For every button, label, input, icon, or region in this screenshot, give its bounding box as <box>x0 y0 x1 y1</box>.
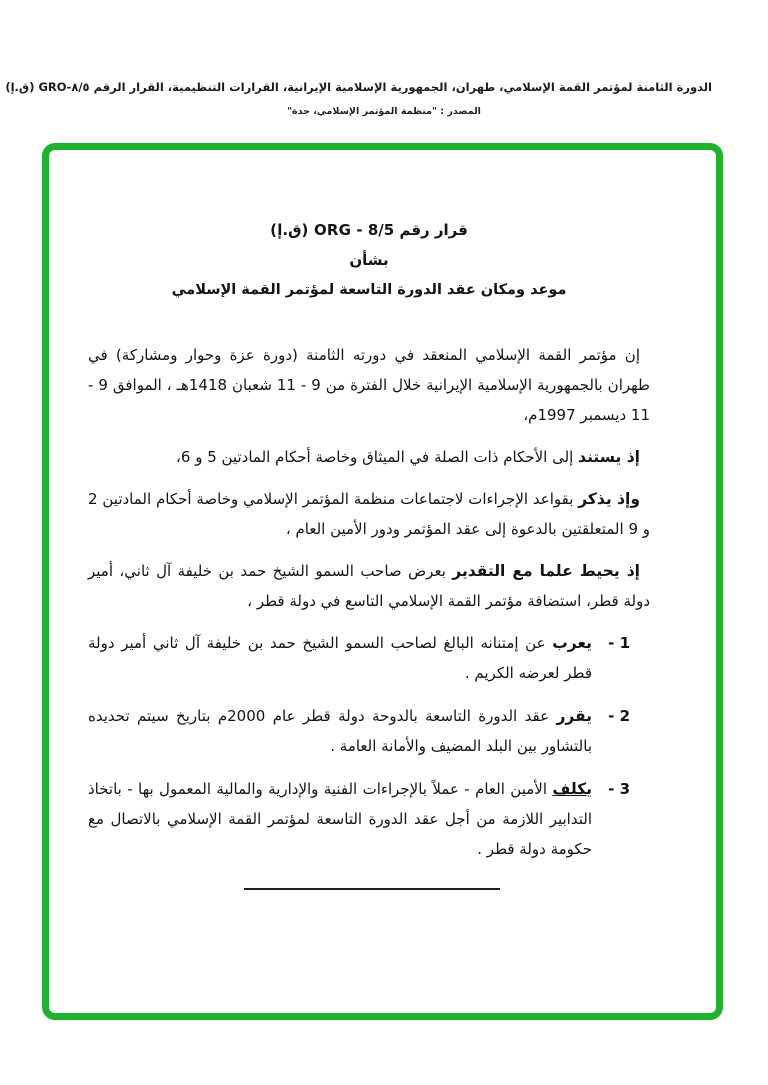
preamble-paragraph <box>88 442 650 472</box>
paragraph-text: بقواعد الإجراءات لاجتماعات منظمة المؤتمر الإسلامي وخاصة أحكام المادتين 2 و 9 المتعلقتين بالدعوة إلى عقد المؤتمر ودور الأمين العام ، <box>88 490 650 538</box>
resolution-title-block <box>88 216 650 304</box>
paragraph-text: إلى الأحكام ذات الصلة في الميثاق وخاصة أحكام المادتين 5 و 6، <box>176 448 579 466</box>
resolution-items <box>88 628 650 864</box>
resolution-item <box>88 774 650 864</box>
item-text: عن إمتنانه البالغ لصاحب السمو الشيخ حمد بن خليفة آل ثاني أمير دولة قطر لعرضه الكريم . <box>88 634 592 682</box>
item-lead: يعرب <box>552 634 592 652</box>
paragraph-text: إن مؤتمر القمة الإسلامي المنعقد في دورته الثامنة (دورة عزة وحوار ومشاركة) في طهران بالجمهورية الإسلامية الإيرانية خلال الفترة من 9 - 11 شعبان 1418هـ ، الموافق 9 - 11 ديسمبر 1997م، <box>88 346 650 424</box>
paragraph-lead: إذ يحيط علما مع التقدير <box>452 562 640 580</box>
item-number: 2 - <box>608 707 630 725</box>
resolution-item <box>88 701 650 761</box>
item-text: الأمين العام - عملاً بالإجراءات الفنية والإدارية والمالية المعمول بها - باتخاذ التدابير اللازمة من أجل عقد الدورة التاسعة لمؤتمر القمة الإسلامي بالاتصال مع حكومة دولة قطر . <box>88 780 592 858</box>
paragraph-lead: وإذ يذكر <box>578 490 640 508</box>
item-lead: يكلف <box>552 780 592 798</box>
item-number: 1 - <box>608 634 630 652</box>
item-number: 3 - <box>608 780 630 798</box>
item-lead: يقرر <box>556 707 592 725</box>
document-source-header: الدورة الثامنة لمؤتمر القمة الإسلامي، طهران، الجمهورية الإسلامية الإيرانية، القرارات التنظيمية، القرار الرقم ٨/٥-GRO (ق.إ) <box>5 80 712 94</box>
document-body <box>49 150 716 890</box>
paragraph-text: بعرض صاحب السمو الشيخ حمد بن خليفة آل ثاني، أمير دولة قطر، استضافة مؤتمر القمة الإسلامي التاسع في دولة قطر ، <box>88 562 650 610</box>
document-source-note: المصدر : "منظمة المؤتمر الإسلامي، جدة" <box>287 106 481 117</box>
resolution-subject-intro: بشأن <box>349 251 389 269</box>
item-text: عقد الدورة التاسعة بالدوحة دولة قطر عام 2000م بتاريخ سيتم تحديده بالتشاور بين البلد المضيف والأمانة العامة . <box>88 707 592 755</box>
resolution-subject: موعد ومكان عقد الدورة التاسعة لمؤتمر القمة الإسلامي <box>171 282 567 298</box>
divider-rule <box>244 888 500 890</box>
preamble-paragraph <box>88 340 650 430</box>
document-frame <box>42 143 723 1020</box>
paragraph-lead: إذ يستند <box>578 448 640 466</box>
preamble-paragraph <box>88 484 650 544</box>
preamble-paragraph <box>88 556 650 616</box>
resolution-number-title: قرار رقم 8/5 - ORG (ق.إ) <box>270 221 468 239</box>
resolution-item <box>88 628 650 688</box>
